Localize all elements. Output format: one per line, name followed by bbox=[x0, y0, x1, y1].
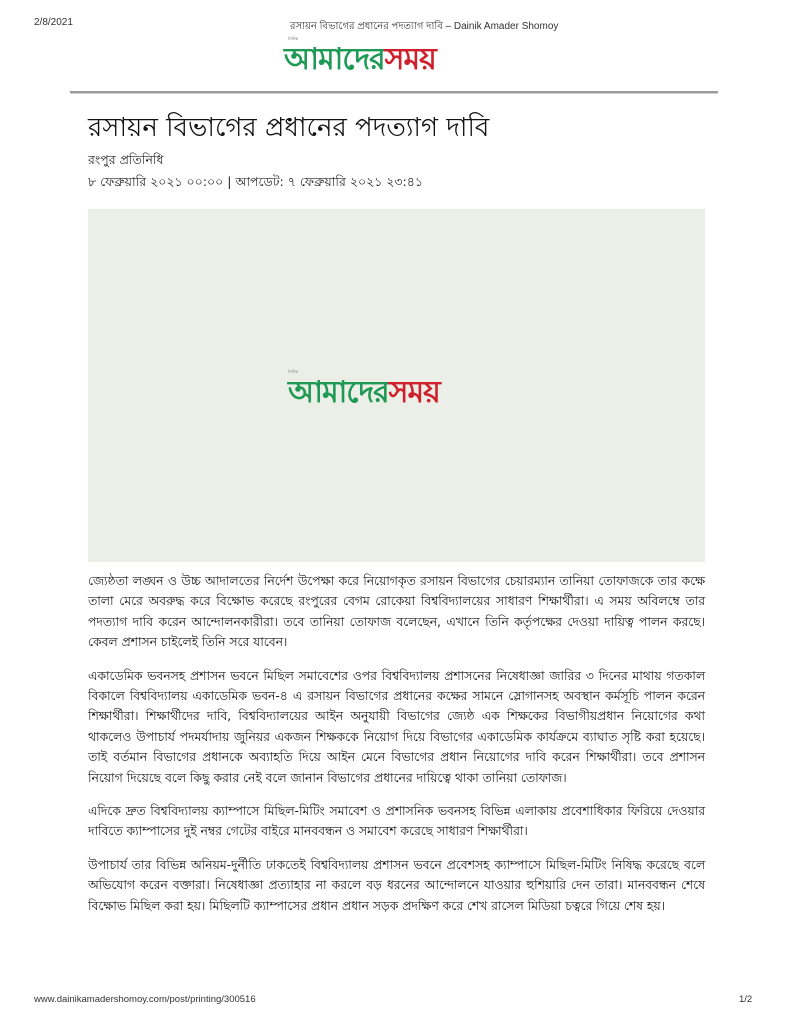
masthead-logo[interactable] bbox=[284, 36, 514, 84]
article-paragraph: এদিকে দ্রুত বিশ্ববিদ্যালয় ক্যাম্পাসে মিছিল-মিটিং সমাবেশ ও প্রশাসনিক ভবনসহ বিভিন্ন এলাকায় প্রবেশাধিকার ফিরিয়ে দেওয়ার দাবিতে ক্যাম্পাসের দুই নম্বর গেটের বাইরে মানববন্ধন ও সমাবেশ করেছে সাধারণ শিক্ষার্থীরা। bbox=[88, 804, 705, 839]
placeholder-logo-part-shomoy: সময় bbox=[388, 375, 440, 410]
article-paragraph: জ্যেষ্ঠতা লঙ্ঘন ও উচ্চ আদালতের নির্দেশ উপেক্ষা করে নিয়োগকৃত রসায়ন বিভাগের চেয়ারম্যান তানিয়া তোফাজকে তার কক্ষে তালা মেরে অবরুদ্ধ করে বিক্ষোভ করেছে রংপুরের বেগম রোকেয়া বিশ্ববিদ্যালয়ের সাধারণ শিক্ষার্থীরা। এ সময় অবিলম্বে তার পদত্যাগ দাবি করেন আন্দোলনকারীরা। তবে তানিয়া তোফাজ বলেছেন, এখানে তিনি কর্তৃপক্ষের দেওয়া দায়িত্ব পালন করছে। কেবল প্রশাসন চাইলেই তিনি সরে যাবেন। bbox=[88, 574, 705, 650]
placeholder-logo-part-amader: আমাদের bbox=[288, 375, 389, 410]
placeholder-logo bbox=[288, 369, 518, 417]
logo-part-amader: আমাদের bbox=[284, 42, 385, 77]
print-page-title: রসায়ন বিভাগের প্রধানের পদত্যাগ দাবি – Dainik Amader Shomoy bbox=[290, 21, 559, 32]
article-image-placeholder bbox=[88, 209, 705, 562]
print-date: 2/8/2021 bbox=[34, 17, 73, 28]
masthead-tagline: দৈনিক bbox=[288, 36, 299, 41]
logo-part-shomoy: সময় bbox=[384, 42, 436, 77]
print-page-number: 1/2 bbox=[739, 994, 753, 1005]
print-footer-url: www.dainikamadershomoy.com/post/printing/300516 bbox=[34, 994, 256, 1005]
article-paragraph: একাডেমিক ভবনসহ প্রশাসন ভবনে মিছিল সমাবেশের ওপর বিশ্ববিদ্যালয় প্রশাসনের নিষেধাজ্ঞা জারির ৩ দিনের মাথায় গতকাল বিকালে বিশ্ববিদ্যালয় একাডেমিক ভবন-৪ এ রসায়ন বিভাগের প্রধানের কক্ষের সামনে স্লোগানসহ অবস্থান কর্মসূচি পালন করেন শিক্ষার্থীরা। শিক্ষার্থীদের দাবি, বিশ্ববিদ্যালয়ের আইন অনুযায়ী বিভাগের জ্যেষ্ঠ এক শিক্ষকের বিভাগীয়প্রধান নিয়োগের কথা থাকলেও উপাচার্য পদমর্যাদায় জুনিয়র একজন শিক্ষককে নিয়োগ দিয়ে বিভাগের একাডেমিক কার্যক্রমে ব্যাঘাত সৃষ্টি করা হয়েছে। তাই বর্তমান বিভাগের প্রধানকে অব্যাহতি দিয়ে আইন মেনে বিভাগের প্রধান নিয়োগের দাবি করেন শিক্ষার্থীরা। তবে প্রশাসন নিয়োগ দিয়েছে বলে কিছু করার নেই বলে জানান বিভাগের প্রধানের দায়িত্বে থাকা তানিয়া তোফাজ। bbox=[88, 668, 705, 785]
article-dateline: ৮ ফেব্রুয়ারি ২০২১ ০০:০০ | আপডেট: ৭ ফেব্রুয়ারি ২০২১ ২৩:৪১ bbox=[88, 174, 423, 189]
article-headline: রসায়ন বিভাগের প্রধানের পদত্যাগ দাবি bbox=[88, 113, 490, 143]
placeholder-logo-wordmark bbox=[288, 373, 440, 413]
logo-wordmark bbox=[284, 40, 436, 80]
article-paragraph: উপাচার্য তার বিভিন্ন অনিয়ম-দুর্নীতি ঢাকতেই বিশ্ববিদ্যালয় প্রশাসন ভবনে প্রবেশসহ ক্যাম্পাসে মিছিল-মিটিং নিষিদ্ধ করেছে বলে অভিযোগ করেন বক্তারা। নিষেধাজ্ঞা প্রত্যাহার না করলে বড় ধরনের আন্দোলনে যাওয়ার হুশিয়ারি দেন তারা। মানববন্ধন শেষে বিক্ষোভ মিছিল করা হয়। মিছিলটি ক্যাম্পাসের প্রধান প্রধান সড়ক প্রদক্ষিণ করে শেখ রাসেল মিডিয়া চত্বরে গিয়ে শেষ হয়। bbox=[88, 857, 705, 913]
article-byline: রংপুর প্রতিনিধি bbox=[88, 152, 164, 167]
article-body bbox=[88, 571, 705, 929]
header-divider bbox=[70, 91, 718, 94]
placeholder-logo-tagline: দৈনিক bbox=[288, 369, 299, 374]
